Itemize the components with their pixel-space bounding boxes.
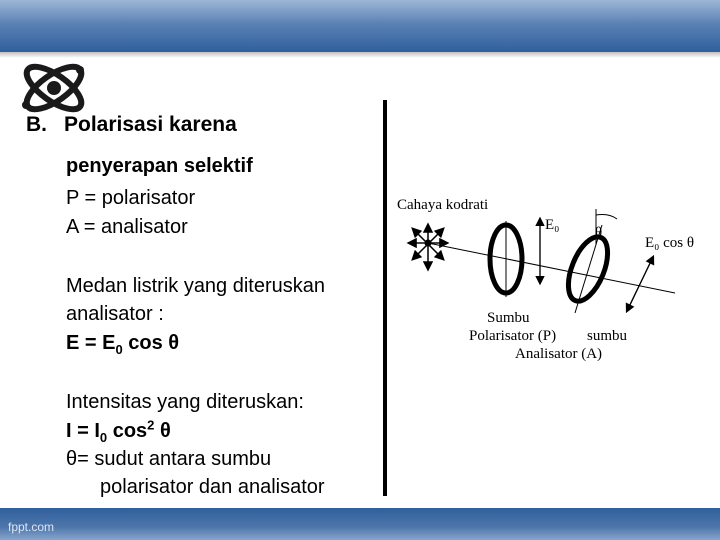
label-theta: θ	[595, 225, 603, 241]
header-band	[0, 0, 720, 52]
formula-e-right: cos θ	[122, 332, 180, 354]
propagation-axis	[428, 243, 675, 293]
formula-i-left: I = I	[66, 420, 100, 442]
theta-line-2: polarisator dan analisator	[100, 476, 325, 498]
footer-label: fppt.com	[8, 520, 55, 534]
polarizer-disk	[490, 221, 522, 297]
footer-band	[0, 508, 720, 540]
analyzer-disk	[560, 209, 617, 313]
line-penyerapan: penyerapan selektif	[66, 155, 253, 177]
formula-i-right: θ	[154, 420, 171, 442]
formula-e-left: E = E	[66, 332, 116, 354]
heading-number: B.	[26, 113, 47, 136]
polarization-diagram	[395, 185, 715, 375]
intensitas-line: Intensitas yang diteruskan:	[66, 391, 304, 413]
formula-i-sup: 2	[147, 417, 155, 433]
formula-e	[66, 331, 179, 355]
label-polarisator: Polarisator (P)	[469, 328, 557, 344]
column-divider	[383, 100, 387, 496]
formula-i	[66, 419, 171, 443]
slide-heading	[26, 113, 237, 137]
label-analisator: Analisator (A)	[515, 346, 603, 362]
label-e0-cos-theta: E₀ cos θ	[645, 235, 695, 251]
formula-i-mid: cos	[107, 420, 148, 442]
medan-line-2: analisator :	[66, 303, 164, 325]
unpolarized-light-icon	[409, 225, 447, 269]
formula-e-sub: 0	[115, 342, 123, 357]
label-sumbu-2: sumbu	[587, 328, 628, 344]
label-sumbu: Sumbu	[487, 310, 530, 326]
theta-line-1: θ= sudut antara sumbu	[66, 448, 272, 470]
formula-i-sub: 0	[99, 430, 108, 445]
medan-line-1: Medan listrik yang diteruskan	[66, 275, 326, 297]
label-e0: E₀	[545, 217, 560, 233]
heading-text: Polarisasi karena	[64, 113, 237, 136]
line-analisator: A = analisator	[66, 216, 188, 238]
label-cahaya-kodrati: Cahaya kodrati	[397, 197, 489, 213]
line-polarisator: P = polarisator	[66, 187, 196, 209]
